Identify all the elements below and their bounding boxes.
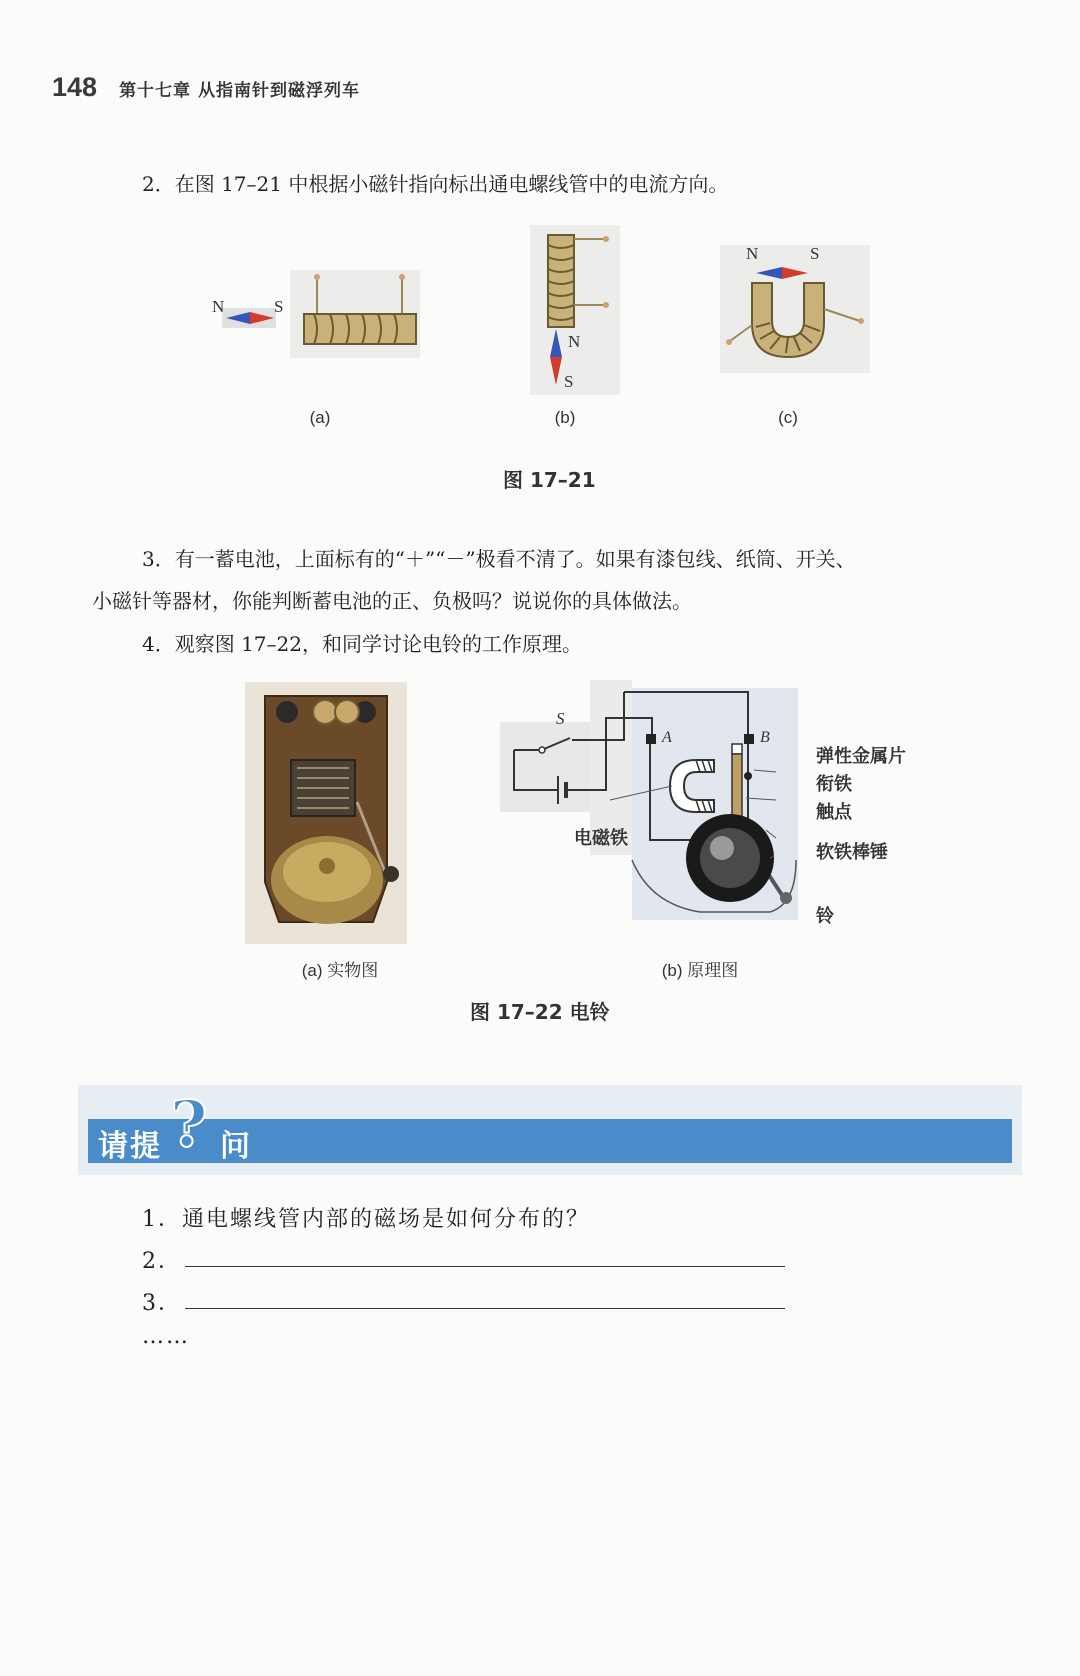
- pole-n-a: N: [212, 297, 225, 316]
- figure-17-22a-photo: [245, 682, 407, 944]
- banner-label-part2: 问: [220, 1129, 250, 1164]
- caption-b: (b): [554, 408, 576, 427]
- figure-17-22b-diagram: [500, 680, 920, 925]
- point-a-label: A: [662, 729, 672, 746]
- question-1: 1．通电螺线管内部的磁场是如何分布的？: [142, 1207, 590, 1232]
- label-contact: 触点: [816, 802, 852, 823]
- ellipsis: ……: [142, 1324, 190, 1349]
- figure-17-21c: [720, 245, 870, 373]
- page-header: [52, 72, 360, 103]
- caption-c: (c): [778, 408, 798, 427]
- exercise-3-line2: 小磁针等器材，你能判断蓄电池的正、负极吗？说说你的具体做法。: [92, 589, 692, 613]
- pole-s-b: S: [564, 372, 574, 391]
- exercise-3-line1: 3．有一蓄电池，上面标有的“＋”“－”极看不清了。如果有漆包线、纸筒、开关、: [142, 547, 856, 571]
- figure-17-21-title: 图 17–21: [503, 468, 596, 492]
- question-mark-icon: ?: [170, 1087, 208, 1162]
- figure-17-22-title: 图 17–22 电铃: [470, 1000, 610, 1024]
- label-armature: 衔铁: [816, 774, 852, 795]
- ask-question-banner: [78, 1085, 1022, 1175]
- caption-17-22a: (a) 实物图: [301, 961, 379, 980]
- label-bell: 铃: [816, 906, 834, 927]
- pole-s-c: S: [810, 245, 820, 263]
- question-3-number: 3．: [142, 1291, 182, 1316]
- page-number: 148: [52, 72, 98, 102]
- point-b-label: B: [760, 729, 770, 746]
- exercise-2-text: 2．在图 17–21 中根据小磁针指向标出通电螺线管中的电流方向。: [142, 172, 729, 196]
- pole-n-c: N: [746, 245, 759, 263]
- pole-s-a: S: [274, 297, 284, 316]
- switch-label: S: [556, 709, 565, 728]
- question-2-number: 2．: [142, 1249, 182, 1274]
- exercise-4-text: 4．观察图 17–22，和同学讨论电铃的工作原理。: [142, 632, 582, 656]
- caption-a: (a): [309, 408, 331, 427]
- chapter-title: 第十七章 从指南针到磁浮列车: [119, 81, 360, 101]
- question-3-blank: [185, 1308, 785, 1309]
- label-electromagnet: 电磁铁: [574, 828, 628, 849]
- pole-n-b: N: [568, 332, 581, 351]
- label-hammer: 软铁棒锤: [816, 842, 888, 863]
- figure-17-21b: [530, 225, 620, 395]
- label-spring-plate: 弹性金属片: [816, 746, 906, 767]
- question-2-blank: [185, 1266, 785, 1267]
- figure-17-21a: [210, 262, 425, 362]
- banner-label-part1: 请提: [98, 1129, 162, 1164]
- caption-17-22b: (b) 原理图: [661, 961, 739, 980]
